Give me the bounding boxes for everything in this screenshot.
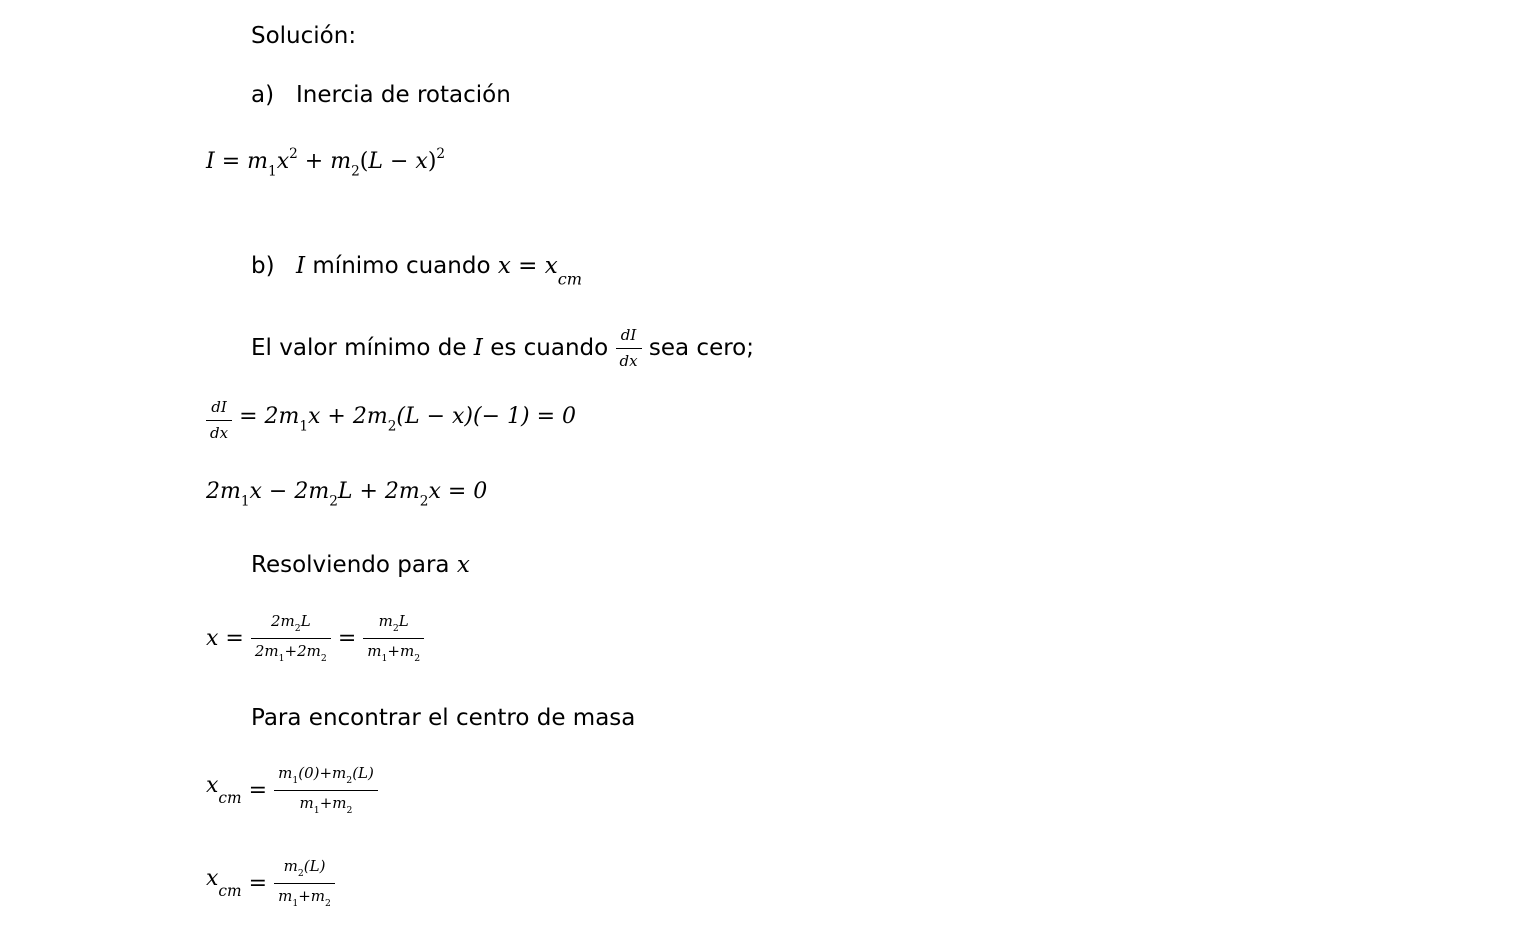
- part-b-marker: b): [251, 253, 275, 279]
- part-b-text: I mínimo cuando $x = x_{cm}$: [296, 253, 582, 289]
- heading: Solución:: [251, 23, 357, 49]
- equation-derivative: $\frac{dI}{dx}$ = $2m_1x + 2m_2(L - x)(- 1) = 0$: [206, 398, 576, 443]
- equation-solution: x = $\frac{2m_2L}{2m_1+2m_2}$ = $\frac{m_2L}{m_1+m_2}$: [206, 612, 424, 666]
- equation-center-of-mass-2: $x_{cm}$ = $\frac{m_2(L)}{m_1+m_2}$: [206, 857, 335, 911]
- minimum-condition-text: El valor mínimo de I es cuando $\frac{dI}{dx}$ sea cero;: [251, 326, 754, 370]
- derivative-fraction: $\frac{dI}{dx}$: [616, 326, 642, 371]
- part-a-text: Inercia de rotación: [296, 82, 511, 108]
- solution-fraction-1: $\frac{2m_2L}{2m_1+2m_2}$: [251, 612, 331, 666]
- equation-inertia: $I = m_1x^2 + m_2(L - x)^2$: [206, 146, 446, 180]
- resolving-text: Resolviendo para x: [251, 552, 470, 578]
- equation-expanded: $2m_1x - 2m_2L + 2m_2x = 0$: [206, 479, 488, 510]
- part-a-marker: a): [251, 82, 275, 108]
- center-of-mass-text: Para encontrar el centro de masa: [251, 705, 636, 731]
- equation-center-of-mass-1: $x_{cm}$ = $\frac{m_1(0)+m_2(L)}{m_1+m_2}$: [206, 764, 378, 818]
- solution-fraction-2: $\frac{m_2L}{m_1+m_2}$: [363, 612, 424, 666]
